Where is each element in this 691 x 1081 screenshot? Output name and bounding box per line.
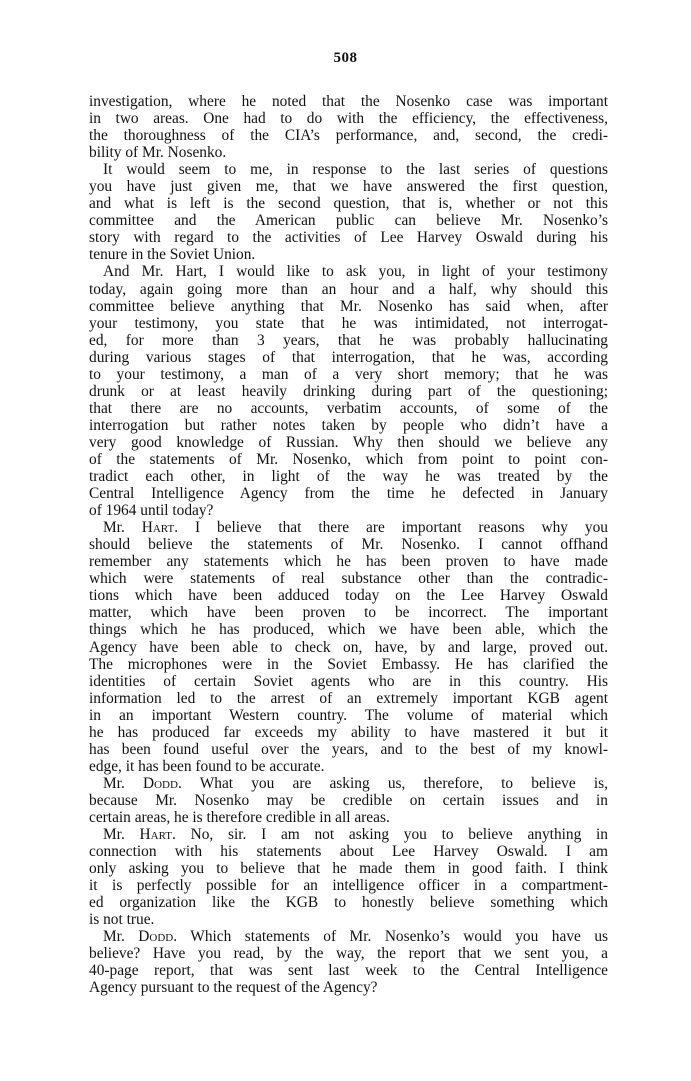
text-line: identities of certain Soviet agents who are in this country. His	[89, 672, 608, 690]
speaker-prefix: Mr.	[103, 774, 143, 792]
text-line: in an important Western country. The volume of material which	[89, 706, 608, 724]
speaker-paragraph	[89, 775, 608, 826]
speaker-paragraph	[89, 826, 608, 928]
text-line	[89, 826, 608, 843]
text-line: the thoroughness of the CIA’s performance, and, second, the credi-	[89, 127, 608, 145]
page-number: 508	[333, 50, 358, 66]
text-line: only asking you to believe that he made them in good faith. I think	[89, 860, 608, 878]
line-text: What you are asking us, therefore, to believe is,	[181, 774, 609, 792]
text-line: committee believe anything that Mr. Nosenko has said when, after	[89, 297, 608, 315]
text-line: things which he has produced, which we have been able, which the	[89, 621, 608, 639]
transcript-body	[89, 93, 608, 996]
text-line: story with regard to the activities of Lee Harvey Oswald during his	[89, 229, 608, 247]
text-line: tenure in the Soviet Union.	[89, 246, 256, 264]
speaker-prefix: Mr.	[103, 826, 140, 844]
speaker-suffix: .	[174, 519, 179, 537]
text-line: interrogation but rather notes taken by people who didn’t have a	[89, 416, 608, 434]
text-line: during various stages of that interrogation, that he was, according	[89, 348, 608, 366]
text-line: edge, it has been found to be accurate.	[89, 757, 325, 775]
text-line: he has produced far exceeds my ability to have mastered it but it	[89, 723, 608, 741]
speaker-paragraph	[89, 519, 608, 775]
text-line: and what is left is the second question, that is, whether or not this	[89, 195, 608, 213]
paragraph	[89, 161, 608, 263]
text-line: ed organization like the KGB to honestly believe something which	[89, 894, 608, 912]
text-line: your testimony, you state that he was intimidated, not interrogat-	[89, 314, 608, 332]
text-line: tions which have been adduced today on the Lee Harvey Oswald	[89, 587, 608, 605]
text-line: today, again going more than an hour and a half, why should this	[89, 280, 608, 298]
text-line: has been found useful over the years, and to the best of my knowl-	[89, 740, 608, 758]
text-line: investigation, where he noted that the Nosenko case was important	[89, 93, 608, 110]
speaker-suffix: .	[172, 826, 176, 844]
text-line: you have just given me, that we have answered the first question,	[89, 178, 608, 196]
line-text: No, sir. I am not asking you to believe anything in	[175, 826, 609, 844]
text-line: believe? Have you read, by the way, the report that we sent you, a	[89, 945, 608, 963]
speaker-name: Hart	[139, 826, 173, 844]
text-line: information led to the arrest of an extremely important KGB agent	[89, 689, 608, 707]
text-line: Agency have been able to check on, have, by and large, proved out.	[89, 638, 608, 656]
line-text: Which statements of Mr. Nosenko’s would you have us	[177, 928, 608, 946]
line-text: I believe that there are important reasons why you	[178, 519, 608, 537]
speaker-prefix: Mr.	[103, 519, 142, 537]
speaker-name: Dodd	[143, 774, 178, 792]
text-line: in two areas. One had to do with the efficiency, the effectiveness,	[89, 110, 608, 128]
text-line: It would seem to me, in response to the last series of questions	[103, 161, 608, 179]
speaker-paragraph	[89, 928, 608, 996]
text-line: connection with his statements about Lee Harvey Oswald. I am	[89, 843, 608, 861]
text-line: 40-page report, that was sent last week to the Central Intelligence	[89, 962, 608, 980]
paragraph	[89, 263, 608, 519]
text-line: Agency pursuant to the request of the Agency?	[89, 979, 378, 997]
text-line: tradict each other, in light of the way he was treated by the	[89, 468, 608, 486]
speaker-name: Hart	[141, 519, 175, 537]
text-line	[89, 519, 608, 536]
text-line: certain areas, he is therefore credible in all areas.	[89, 808, 390, 826]
text-line: should believe the statements of Mr. Nosenko. I cannot offhand	[89, 536, 608, 554]
text-line: very good knowledge of Russian. Why then should we believe any	[89, 433, 608, 451]
text-line: that there are no accounts, verbatim accounts, of some of the	[89, 399, 608, 417]
text-line: bility of Mr. Nosenko.	[89, 144, 227, 162]
text-line: of 1964 until today?	[89, 502, 214, 520]
text-line: which were statements of real substance other than the contradic-	[89, 570, 608, 588]
speaker-suffix: .	[177, 774, 182, 792]
text-line: Central Intelligence Agency from the time he defected in January	[89, 485, 608, 503]
paragraph	[89, 93, 608, 161]
speaker-name: Dodd	[138, 928, 174, 946]
text-line	[89, 928, 608, 945]
text-line: matter, which have been proven to be incorrect. The important	[89, 604, 608, 622]
text-line: The microphones were in the Soviet Embassy. He has clarified the	[89, 655, 608, 673]
text-line: committee and the American public can believe Mr. Nosenko’s	[89, 212, 608, 230]
text-line: because Mr. Nosenko may be credible on certain issues and in	[89, 791, 608, 809]
text-line: ed, for more than 3 years, that he was probably hallucinating	[89, 331, 608, 349]
speaker-suffix: .	[173, 928, 178, 946]
text-line: it is perfectly possible for an intelligence officer in a compartment-	[89, 877, 608, 895]
text-line: remember any statements which he has been proven to have made	[89, 553, 608, 571]
text-line: of the statements of Mr. Nosenko, which from point to point con-	[89, 450, 608, 468]
text-line: to your testimony, a man of a very short memory; that he was	[89, 365, 608, 383]
speaker-prefix: Mr.	[103, 928, 139, 946]
text-line: is not true.	[89, 911, 155, 929]
text-line: And Mr. Hart, I would like to ask you, in light of your testimony	[103, 263, 608, 281]
text-line	[89, 775, 608, 792]
text-line: drunk or at least heavily drinking during part of the questioning;	[89, 382, 608, 400]
